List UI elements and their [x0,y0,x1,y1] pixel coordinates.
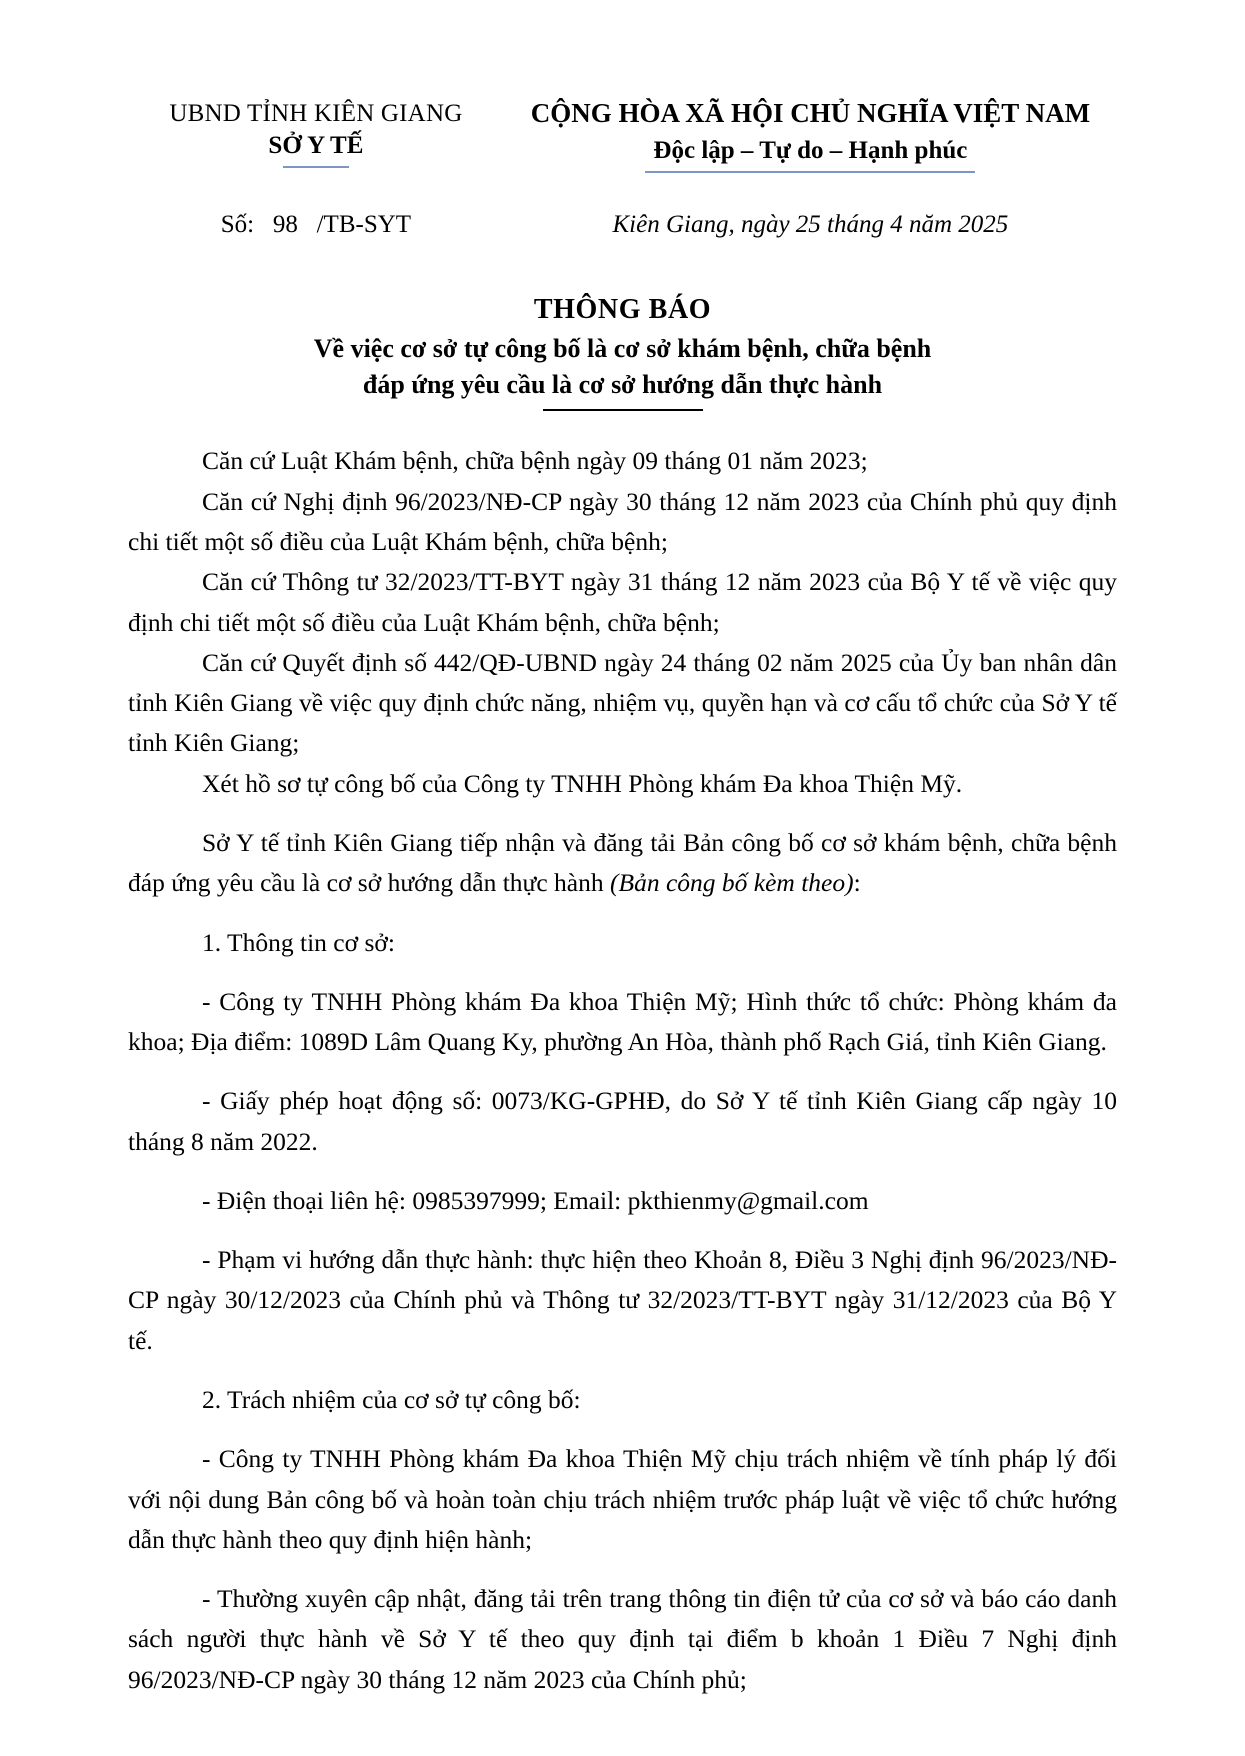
section-1-heading: 1. Thông tin cơ sở: [202,927,395,957]
facility-info-item-scope: - Phạm vi hướng dẫn thực hành: thực hiện theo Khoản 8, Điều 3 Nghị định 96/2023/NĐ-CP ngày 30/12/2023 của Chính phủ và Thông tư 32/2023/TT-BYT ngày 31/12/2023 của Bộ Y tế. [128,1245,1117,1355]
section-2-heading: 2. Trách nhiệm của cơ sở tự công bố: [202,1385,581,1415]
document-title-block [128,291,1117,412]
acceptance-paragraph [128,823,1117,904]
responsibility-item-reporting: - Thường xuyên cập nhật, đăng tải trên trang thông tin điện tử của cơ sở và báo cáo danh sách người thực hành về Sở Y tế theo quy định tại điểm b khoản 1 Điều 7 Nghị định 96/2023/NĐ-CP ngày 30 tháng 12 năm 2023 của Chính phủ; [128,1584,1117,1694]
document-number: Số: 98 /TB-SYT [220,210,412,238]
motto-underline-rule [645,171,975,173]
department-label: SỞ Y TẾ [268,132,364,159]
title-underline-rule [543,409,703,411]
document-meta-row [128,211,1117,239]
national-title: CỘNG HÒA XÃ HỘI CHỦ NGHĨA VIỆT NAM [530,98,1091,128]
document-body [128,441,1117,1700]
legal-basis-paragraph-4: Căn cứ Quyết định số 442/QĐ-UBND ngày 24 tháng 02 năm 2025 của Ủy ban nhân dân tỉnh Kiên Giang về việc quy định chức năng, nhiệm vụ, quyền hạn và cơ cấu tổ chức của Sở Y tế tỉnh Kiên Giang; [128,647,1117,758]
attached-declaration-note: (Bản công bố kèm theo) [610,868,854,898]
title-subtitle-line-1: Về việc cơ sở tự công bố là cơ sở khám bệnh, chữa bệnh [313,333,932,363]
document-header [128,96,1117,173]
application-review-paragraph: Xét hồ sơ tự công bố của Công ty TNHH Phòng khám Đa khoa Thiện Mỹ. [202,768,963,798]
legal-basis-paragraph-3: Căn cứ Thông tư 32/2023/TT-BYT ngày 31 tháng 12 năm 2023 của Bộ Y tế về việc quy định chi tiết một số điều của Luật Khám bệnh, chữa bệnh; [128,567,1117,637]
place-and-date: Kiên Giang, ngày 25 tháng 4 năm 2025 [612,210,1009,238]
department-underline-rule [283,166,349,168]
issuing-authority-block [128,96,504,168]
facility-info-item-license: - Giấy phép hoạt động số: 0073/KG-GPHĐ, do Sở Y tế tỉnh Kiên Giang cấp ngày 10 tháng 8 năm 2022. [128,1086,1117,1156]
legal-basis-paragraph-2: Căn cứ Nghị định 96/2023/NĐ-CP ngày 30 tháng 12 năm 2023 của Chính phủ quy định chi tiết một số điều của Luật Khám bệnh, chữa bệnh; [128,486,1117,556]
legal-basis-paragraph-1: Căn cứ Luật Khám bệnh, chữa bệnh ngày 09 tháng 01 năm 2023; [202,446,868,476]
title-subtitle-line-2: đáp ứng yêu cầu là cơ sở hướng dẫn thực hành [362,370,883,400]
facility-info-item-company: - Công ty TNHH Phòng khám Đa khoa Thiện Mỹ; Hình thức tổ chức: Phòng khám đa khoa; Địa điểm: 1089D Lâm Quang Ky, phường An Hòa, thành phố Rạch Giá, tỉnh Kiên Giang. [128,986,1117,1057]
national-motto: Độc lập – Tự do – Hạnh phúc [653,137,968,165]
acceptance-paragraph-tail: : [853,868,861,898]
facility-info-item-contact: - Điện thoại liên hệ: 0985397999; Email: pkthienmy@gmail.com [202,1185,869,1215]
acceptance-paragraph-text: Sở Y tế tỉnh Kiên Giang tiếp nhận và đăng tải Bản công bố cơ sở khám bệnh, chữa bệnh đáp ứng yêu cầu là cơ sở hướng dẫn thực hành [128,827,1117,898]
responsibility-item-legal-liability: - Công ty TNHH Phòng khám Đa khoa Thiện Mỹ chịu trách nhiệm về tính pháp lý đối với nội dung Bản công bố và hoàn toàn chịu trách nhiệm trước pháp luật về việc tổ chức hướng dẫn thực hành theo quy định hiện hành; [128,1444,1117,1554]
national-heading-block [504,96,1117,173]
province-authority-label: UBND TỈNH KIÊN GIANG [169,100,463,127]
page-title: THÔNG BÁO [533,293,712,325]
